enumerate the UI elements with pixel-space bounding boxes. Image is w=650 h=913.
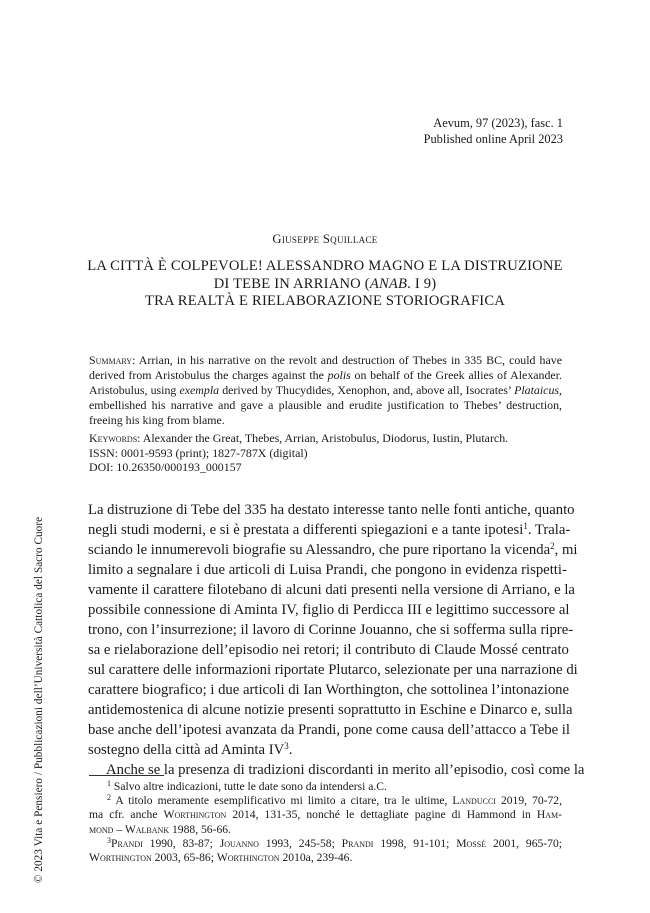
body-line: sostegno della città ad Aminta $IV^3$. [88, 741, 293, 758]
author-name: Giuseppe Squillace [272, 232, 378, 246]
summary-label: Summary: [89, 353, 136, 367]
body-line: trono, con l’insurrezione; il lavoro di Corinne Jouanno, che si sofferma sulla ripre- [88, 622, 574, 638]
footnote-2: $^2$ A titolo meramente esemplificativo mi limito a citare, tra le ultime, Landucci 2019, 70-72, [107, 793, 562, 808]
title-line-2: DI TEBE IN ARRIANO (ANAB. I 9) [213, 275, 437, 292]
footnotes [89, 780, 562, 865]
footnote-ref: 1 [523, 521, 528, 531]
keywords-label: Keywords: [89, 431, 141, 445]
body-line: negli studi moderni, e si è prestata a differenti spiegazioni e a tante ipotesi$^1$. Trala- [88, 521, 571, 538]
body-line: sul carattere delle informazioni riportate Plutarco, selezionate per una narrazione di [88, 662, 578, 678]
footnote-ref: 2 [550, 541, 555, 551]
body-line: antidemostenica di alcune notizie presenti soprattutto in Eschine e Dinarco e, sulla [88, 702, 573, 718]
footnote-ref: 3 [284, 741, 289, 751]
footnote-2-cont: mond – Walbank 1988, 56-66. [89, 822, 231, 836]
title-line-3: TRA REALTÀ E RIELABORAZIONE STORIOGRAFICA [144, 293, 506, 309]
body-line: La distruzione di Tebe del 335 ha destato interesse tanto nelle fonti antiche, quanto [88, 502, 575, 518]
body-text [88, 500, 585, 780]
journal-citation: Aevum, 97 (2023), fasc. 1 [433, 116, 563, 130]
body-line: sa e rielaborazione dell’episodio nei retori; il contributo di Claude Mossé centrato [88, 642, 569, 658]
title-italic-abbrev: ANAB [369, 275, 408, 292]
body-line: limito a segnalare i due articoli di Luisa Prandi, che pongono in evidenza rispetti- [88, 562, 567, 578]
body-line: vamente il carattere filotebano di alcuni dati presenti nella versione di Arriano, e la [88, 582, 575, 598]
body-line: sciando le innumerevoli biografie su Alessandro, che pure riportano la vicenda$^2$, mi [88, 541, 578, 558]
doi: DOI: 10.26350/000193_000157 [89, 460, 242, 475]
body-line: carattere biografico; i due articoli di Ian Worthington, che sottolinea l’intonazione [88, 682, 570, 698]
footnote-3: $^3$Prandi 1990, 83-87; Jouanno 1993, 245-58; Prandi 1998, 91-101; Mossé 2001, 965-70; [107, 835, 562, 850]
abstract: Summary: Arrian, in his narrative on the revolt and destruction of Thebes in 335 BC, could have derived from Aristobulus the charges against the polis on behalf of the Greek allies of Alexander. Aristobulus, using exempla derived by Thucydides, Xenophon, and, above all, Isocrates’ Plataicus, embellished his narrative and gave a plausible and erudite justification to Thebes’ destruction, freeing his king from blame. [89, 353, 563, 427]
footnote-divider [89, 775, 164, 776]
footnote-2-cont: ma cfr. anche Worthington 2014, 131-35, nonché le dettagliate pagine di Hammond in Ham- [89, 808, 562, 822]
footnote-1: $^1$ Salvo altre indicazioni, tutte le date sono da intendersi a.C. [107, 779, 387, 793]
keywords: Keywords: Alexander the Great, Thebes, Arrian, Aristobulus, Diodorus, Iustin, Plutarch. [89, 431, 509, 445]
title-line-1: LA CITTÀ È COLPEVOLE! ALESSANDRO MAGNO E LA DISTRUZIONE [87, 258, 563, 274]
journal-header [263, 115, 563, 147]
article-title [80, 258, 570, 311]
footnote-3-cont: Worthington 2003, 65-86; Worthington 2010a, 239-46. [89, 851, 353, 865]
article-metadata [89, 431, 562, 475]
publication-date: Published online April 2023 [423, 132, 563, 146]
issn: ISSN: 0001-9593 (print); 1827-787X (digital) [89, 445, 308, 460]
body-line: Anche se la presenza di tradizioni discordanti in merito all’episodio, così come la [106, 762, 585, 778]
body-line: base anche dell’ipotesi avanzata da Prandi, pone come causa dell’attacco a Tebe il [88, 722, 570, 738]
body-line: possibile connessione di Aminta IV, figlio di Perdicca III e legittimo successore al [88, 602, 570, 618]
side-copyright: © 2023 Vita e Pensiero / Pubblicazioni dell’Università Cattolica del Sacro Cuore [33, 516, 45, 883]
